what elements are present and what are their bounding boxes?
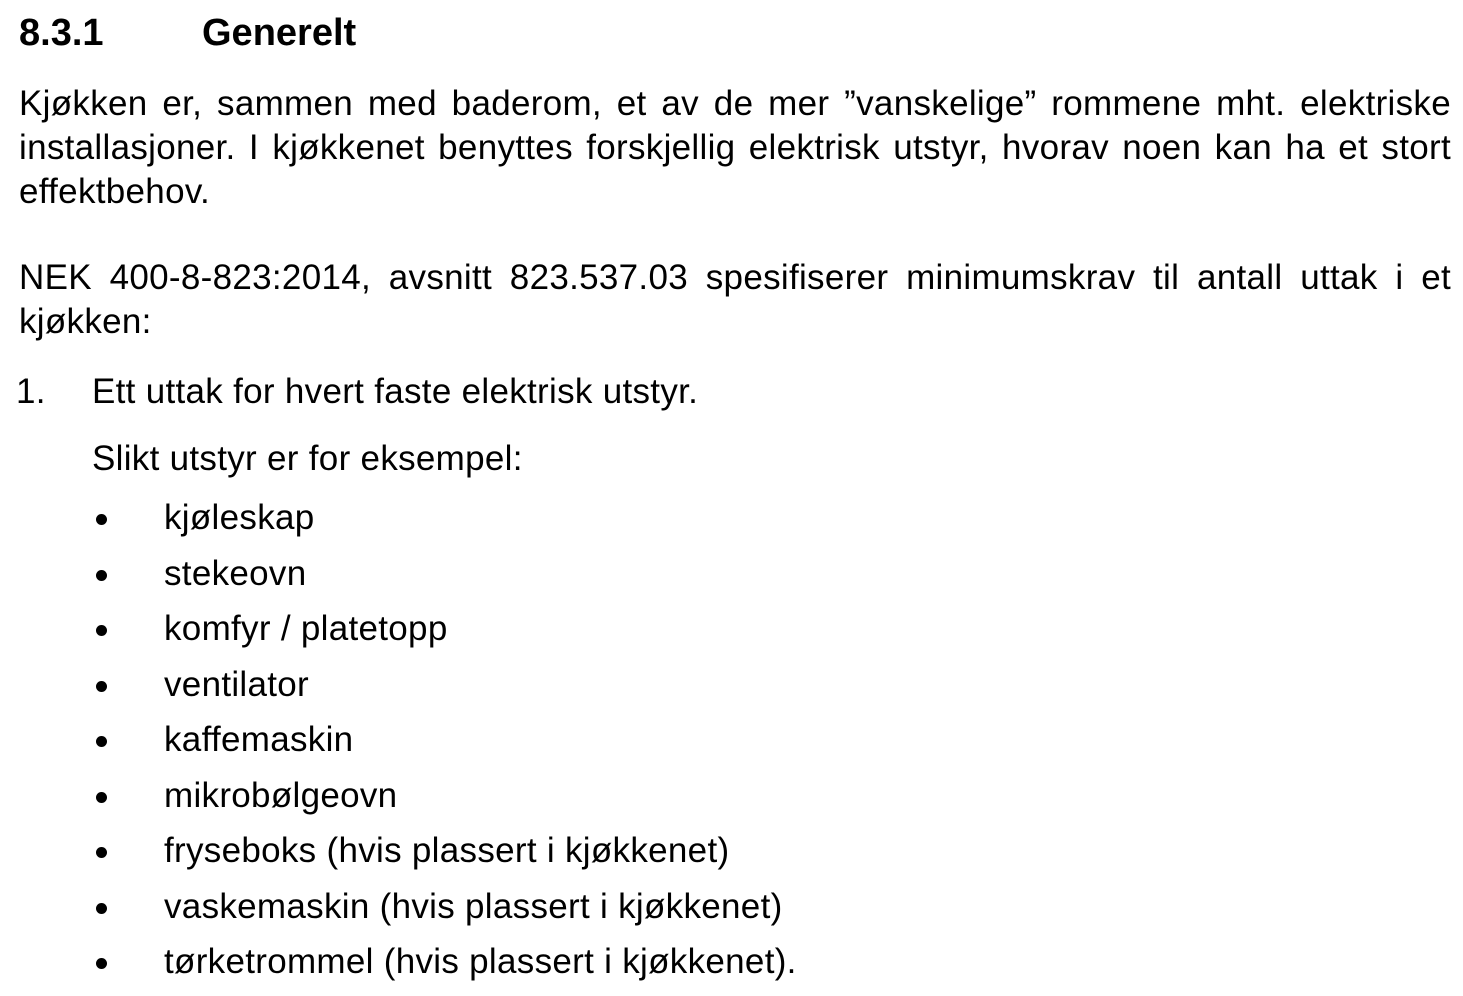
bullet-text: vaskemaskin (hvis plassert i kjøkkenet)	[164, 886, 783, 926]
numbered-list-item	[16, 370, 698, 414]
section-number: 8.3.1	[19, 12, 104, 54]
bullet-text: stekeovn	[164, 553, 307, 593]
bullet-text: komfyr / platetopp	[164, 609, 448, 648]
bullet-text: kjøleskap	[164, 498, 315, 537]
example-intro: Slikt utstyr er for eksempel:	[92, 439, 523, 478]
bullet-text: fryseboks (hvis plassert i kjøkkenet)	[164, 831, 730, 870]
bullet-icon	[96, 625, 107, 636]
bullet-icon	[96, 847, 107, 858]
bullet-icon	[96, 514, 107, 525]
bullet-icon	[96, 736, 107, 747]
bullet-icon	[96, 958, 107, 969]
section-heading	[19, 10, 356, 56]
bullet-text: tørketrommel (hvis plassert i kjøkkenet).	[164, 942, 797, 981]
bullet-icon	[96, 681, 107, 692]
bullet-text: kaffemaskin	[164, 720, 354, 759]
intro-paragraph: Kjøkken er, sammen med baderom, et av de mer ”vanskelige” rommene mht. elektriske installasjoner. I kjøkkenet benyttes forskjellig elektrisk utstyr, hvorav noen kan ha et stort effektbehov.	[19, 84, 1451, 211]
bullet-icon	[96, 903, 107, 914]
list-number: 1.	[16, 372, 46, 411]
bullet-text: mikrobølgeovn	[164, 775, 398, 815]
bullet-icon	[96, 792, 107, 803]
section-title: Generelt	[202, 12, 357, 54]
bullet-icon	[96, 570, 107, 581]
bullet-text: ventilator	[164, 664, 310, 704]
list-item-text: Ett uttak for hvert faste elektrisk utstyr.	[92, 372, 699, 411]
requirement-paragraph: NEK 400-8-823:2014, avsnitt 823.537.03 spesifiserer minimumskrav til antall uttak i et kjøkken:	[19, 258, 1451, 341]
